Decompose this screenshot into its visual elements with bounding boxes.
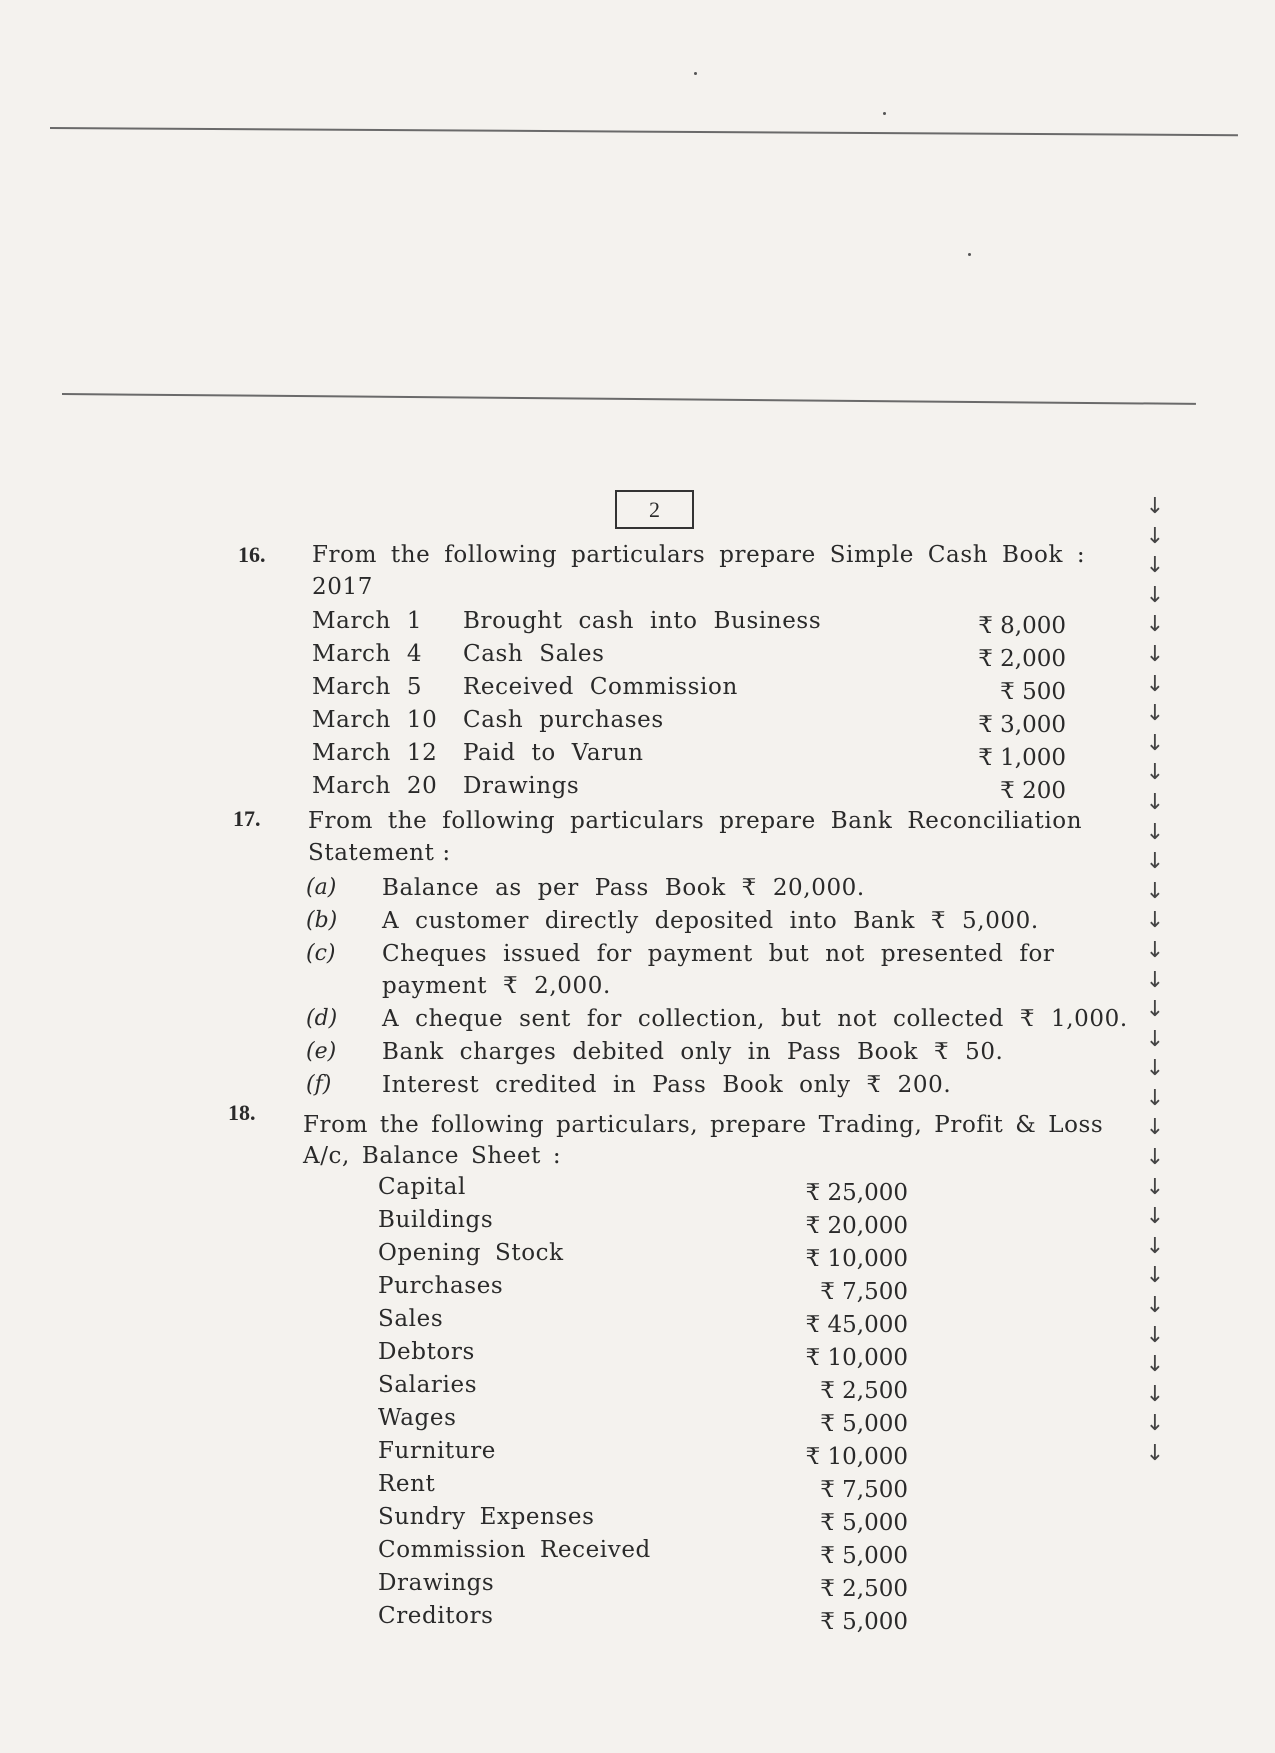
cash-book-amount: ₹ 200	[1000, 778, 1066, 804]
top-rule	[50, 127, 1238, 136]
cash-book-date: March 1	[312, 608, 423, 634]
header-rule	[62, 393, 1196, 405]
down-arrow-icon: ↓	[1145, 937, 1165, 963]
down-arrow-icon: ↓	[1145, 1026, 1165, 1052]
down-arrow-icon: ↓	[1145, 1322, 1165, 1348]
down-arrow-icon: ↓	[1145, 1233, 1165, 1259]
item-text: A cheque sent for collection, but not collected ₹ 1,000.	[382, 1006, 1128, 1032]
scan-speck	[883, 112, 886, 115]
down-arrow-icon: ↓	[1145, 671, 1165, 697]
question-16-intro: From the following particulars prepare Simple Cash Book :	[312, 542, 1086, 568]
item-text: Bank charges debited only in Pass Book ₹ 50.	[382, 1039, 1004, 1065]
ledger-item: Buildings	[378, 1207, 494, 1233]
ledger-amount: ₹ 10,000	[805, 1444, 908, 1470]
ledger-amount: ₹ 5,000	[820, 1411, 908, 1437]
down-arrow-icon: ↓	[1145, 1145, 1165, 1171]
ledger-amount: ₹ 10,000	[805, 1345, 908, 1371]
down-arrow-icon: ↓	[1145, 641, 1165, 667]
ledger-item: Purchases	[378, 1273, 504, 1299]
question-18-intro-line1: From the following particulars, prepare Trading, Profit & Loss	[303, 1112, 1104, 1138]
question-17-number: 17.	[233, 806, 261, 831]
down-arrow-icon: ↓	[1145, 1441, 1165, 1466]
down-arrow-icon: ↓	[1145, 1352, 1165, 1378]
down-arrow-icon: ↓	[1145, 1174, 1165, 1200]
question-18-number: 18.	[228, 1100, 256, 1125]
ledger-amount: ₹ 7,500	[820, 1279, 908, 1305]
down-arrow-icon: ↓	[1145, 1293, 1165, 1319]
down-arrow-icon: ↓	[1145, 523, 1165, 549]
cash-book-particular: Cash Sales	[463, 641, 605, 667]
item-label: (e)	[306, 1039, 337, 1064]
cash-book-amount: ₹ 8,000	[978, 613, 1066, 639]
down-arrow-icon: ↓	[1145, 849, 1165, 875]
down-arrow-icon: ↓	[1145, 1381, 1165, 1407]
question-18-intro-line2: A/c, Balance Sheet :	[303, 1143, 562, 1169]
ledger-amount: ₹ 5,000	[820, 1510, 908, 1536]
cash-book-amount: ₹ 1,000	[978, 745, 1066, 771]
ledger-amount: ₹ 20,000	[805, 1213, 908, 1239]
scan-speck	[968, 253, 971, 256]
item-text-continued: payment ₹ 2,000.	[382, 973, 611, 999]
ledger-amount: ₹ 25,000	[805, 1180, 908, 1206]
cash-book-particular: Brought cash into Business	[463, 608, 822, 634]
down-arrow-icon: ↓	[1145, 997, 1165, 1023]
down-arrow-icon: ↓	[1145, 1263, 1165, 1289]
item-text: Balance as per Pass Book ₹ 20,000.	[382, 875, 865, 901]
cash-book-date: March 10	[312, 707, 438, 733]
cash-book-date: March 5	[312, 674, 423, 700]
down-arrow-icon: ↓	[1145, 1204, 1165, 1230]
down-arrow-icon: ↓	[1145, 701, 1165, 727]
ledger-item: Opening Stock	[378, 1240, 564, 1266]
item-text: Cheques issued for payment but not presented for	[382, 941, 1055, 967]
item-label: (c)	[306, 941, 336, 966]
cash-book-particular: Cash purchases	[463, 707, 664, 733]
ledger-item: Drawings	[378, 1570, 495, 1596]
down-arrow-icon: ↓	[1145, 494, 1165, 519]
cash-book-particular: Paid to Varun	[463, 740, 644, 766]
cash-book-amount: ₹ 3,000	[978, 712, 1066, 738]
down-arrow-icon: ↓	[1145, 760, 1165, 786]
margin-arrows	[1142, 492, 1168, 1469]
item-label: (f)	[306, 1072, 332, 1097]
down-arrow-icon: ↓	[1145, 730, 1165, 756]
item-label: (b)	[306, 908, 338, 933]
ledger-amount: ₹ 45,000	[805, 1312, 908, 1338]
question-17-intro-line2: Statement :	[308, 840, 451, 866]
cash-book-date: March 4	[312, 641, 423, 667]
ledger-item: Sundry Expenses	[378, 1504, 595, 1530]
down-arrow-icon: ↓	[1145, 967, 1165, 993]
down-arrow-icon: ↓	[1145, 908, 1165, 934]
ledger-amount: ₹ 5,000	[820, 1543, 908, 1569]
item-label: (d)	[306, 1006, 338, 1031]
cash-book-particular: Drawings	[463, 773, 580, 799]
down-arrow-icon: ↓	[1145, 582, 1165, 608]
ledger-amount: ₹ 2,500	[820, 1576, 908, 1602]
ledger-item: Furniture	[378, 1438, 496, 1464]
question-16-number: 16.	[238, 542, 266, 567]
ledger-amount: ₹ 2,500	[820, 1378, 908, 1404]
down-arrow-icon: ↓	[1145, 1056, 1165, 1082]
ledger-item: Sales	[378, 1306, 444, 1332]
item-text: A customer directly deposited into Bank ₹ 5,000.	[382, 908, 1039, 934]
down-arrow-icon: ↓	[1145, 553, 1165, 579]
ledger-item: Debtors	[378, 1339, 475, 1365]
cash-book-date: March 12	[312, 740, 438, 766]
down-arrow-icon: ↓	[1145, 1411, 1165, 1437]
ledger-item: Creditors	[378, 1603, 494, 1629]
cash-book-particular: Received Commission	[463, 674, 738, 700]
ledger-item: Commission Received	[378, 1537, 651, 1563]
down-arrow-icon: ↓	[1145, 1115, 1165, 1141]
ledger-amount: ₹ 10,000	[805, 1246, 908, 1272]
question-16-year: 2017	[312, 574, 373, 600]
scan-speck	[694, 72, 697, 75]
cash-book-date: March 20	[312, 773, 438, 799]
ledger-item: Salaries	[378, 1372, 478, 1398]
cash-book-amount: ₹ 2,000	[978, 646, 1066, 672]
item-label: (a)	[306, 875, 337, 900]
down-arrow-icon: ↓	[1145, 789, 1165, 815]
down-arrow-icon: ↓	[1145, 612, 1165, 638]
cash-book-amount: ₹ 500	[1000, 679, 1066, 705]
page-number: 2	[615, 490, 694, 529]
question-17-intro-line1: From the following particulars prepare Bank Reconciliation	[308, 808, 1083, 834]
ledger-amount: ₹ 7,500	[820, 1477, 908, 1503]
down-arrow-icon: ↓	[1145, 819, 1165, 845]
down-arrow-icon: ↓	[1145, 1085, 1165, 1111]
ledger-item: Capital	[378, 1174, 466, 1200]
ledger-item: Wages	[378, 1405, 457, 1431]
item-text: Interest credited in Pass Book only ₹ 200.	[382, 1072, 952, 1098]
down-arrow-icon: ↓	[1145, 878, 1165, 904]
ledger-amount: ₹ 5,000	[820, 1609, 908, 1635]
ledger-item: Rent	[378, 1471, 436, 1497]
